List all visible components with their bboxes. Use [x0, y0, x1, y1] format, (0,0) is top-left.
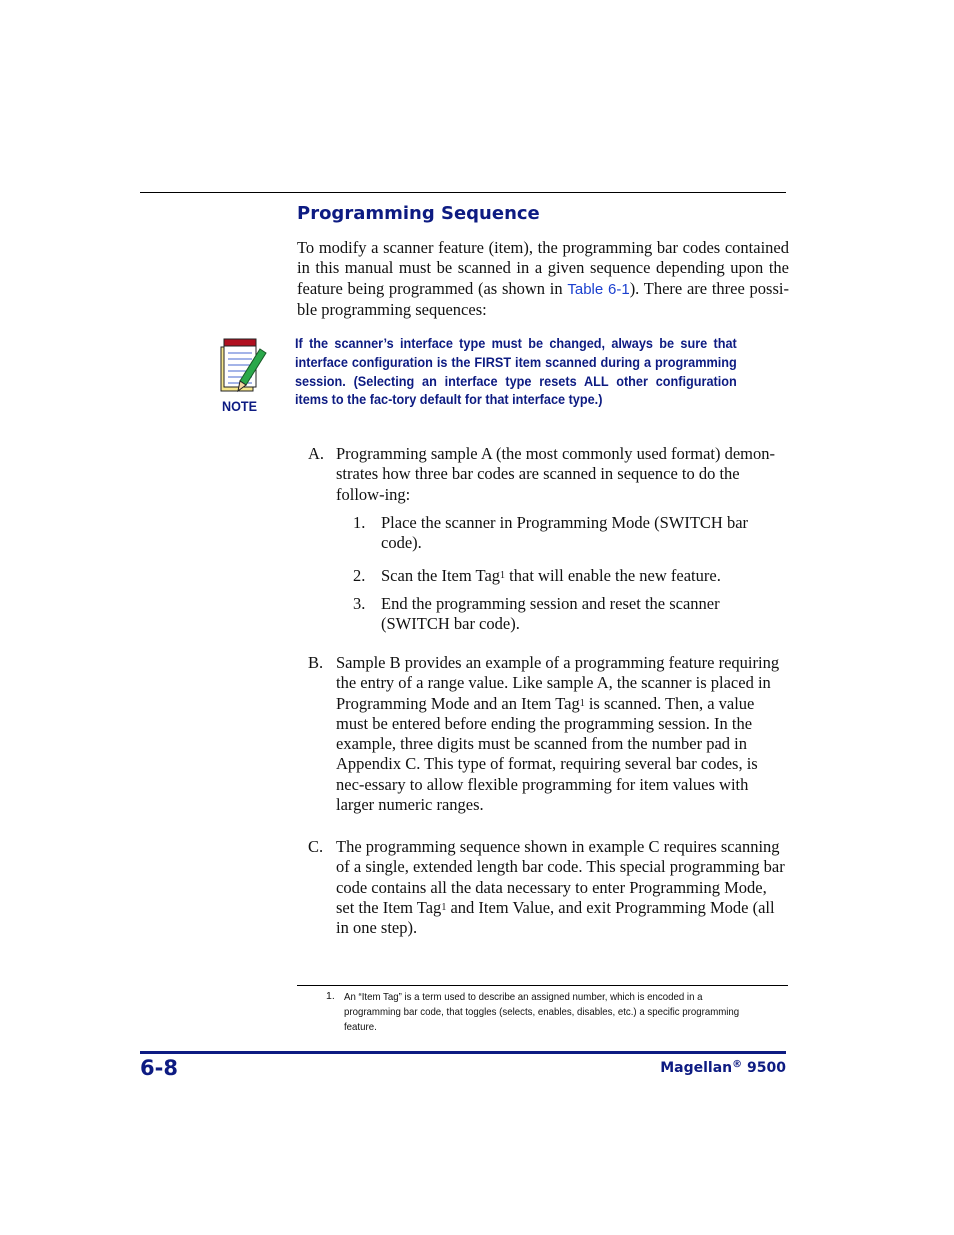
section-heading: Programming Sequence	[297, 203, 540, 224]
footnote-ref[interactable]: 1	[441, 901, 447, 913]
step-marker: 2.	[353, 566, 366, 585]
list-marker: A.	[308, 444, 325, 463]
step-text: Scan the Item Tag$^1$ that will enable the new feature.	[381, 566, 721, 585]
step-marker: 1.	[353, 513, 366, 532]
footnote-number: 1.	[326, 990, 335, 1002]
list-item-text: The programming sequence shown in example C requires scanning of a single, extended length bar code. This special programming bar code contains all the data necessary to enter Programming Mode, set the Item Tag$^1$ and Item Value, and exit Programming Mode (all in one step).	[336, 837, 785, 938]
step-marker: 3.	[353, 594, 366, 613]
note-label: NOTE	[222, 398, 258, 414]
intro-text-end: ). There are three possi-ble programming sequences:	[297, 278, 789, 319]
top-divider	[140, 192, 786, 193]
footnote-divider	[297, 985, 788, 986]
step-text: End the programming session and reset the scanner (SWITCH bar code).	[381, 594, 720, 634]
footer-divider	[140, 1051, 786, 1054]
page-number: 6-8	[140, 1056, 178, 1080]
intro-text-start: To modify a scanner feature (item), the programming bar codes contained in this manual must be scanned in a given sequence depending upon the feature being programmed (as shown in	[297, 238, 789, 298]
list-item-text: Sample B provides an example of a programming feature requiring the entry of a range value. Like sample A, the scanner is placed in Programming Mode and an Item Tag$^1$ is scanned. Then, a value must be entered before ending the programming session. In the example, three digits must be scanned from the number pad in Appendix C. This type of format, requiring several bar codes, is nec-essary to allow flexible programming for item values with larger numeric ranges.	[336, 653, 780, 815]
list-marker: C.	[308, 837, 324, 856]
list-item-text: Programming sample A (the most commonly used format) demon-strates how three bar codes are scanned in sequence to do the follow-ing:	[336, 444, 776, 504]
footnote-text: An “Item Tag” is a term used to describe an assigned number, which is encoded in a programming bar code, that toggles (selects, enables, disables, etc.) a specific programming feature.	[344, 991, 740, 1033]
product-name: Magellan® 9500	[660, 1059, 786, 1076]
note-text: If the scanner’s interface type must be changed, always be sure that interface configuration is the FIRST item scanned during a programming session. (Selecting an interface type resets ALL other configuration items to the fac-tory default for that interface type.)	[295, 336, 737, 408]
step-text: Place the scanner in Programming Mode (SWITCH bar code).	[381, 513, 749, 553]
intro-paragraph	[297, 238, 789, 320]
footnote-ref[interactable]: 1	[500, 570, 506, 581]
list-marker: B.	[308, 653, 324, 672]
table-reference-link[interactable]: Table 6-1	[567, 280, 630, 298]
notepad-pencil-icon	[216, 337, 268, 395]
footnote-ref[interactable]: 1	[579, 697, 585, 709]
registered-mark: ®	[732, 1059, 743, 1070]
